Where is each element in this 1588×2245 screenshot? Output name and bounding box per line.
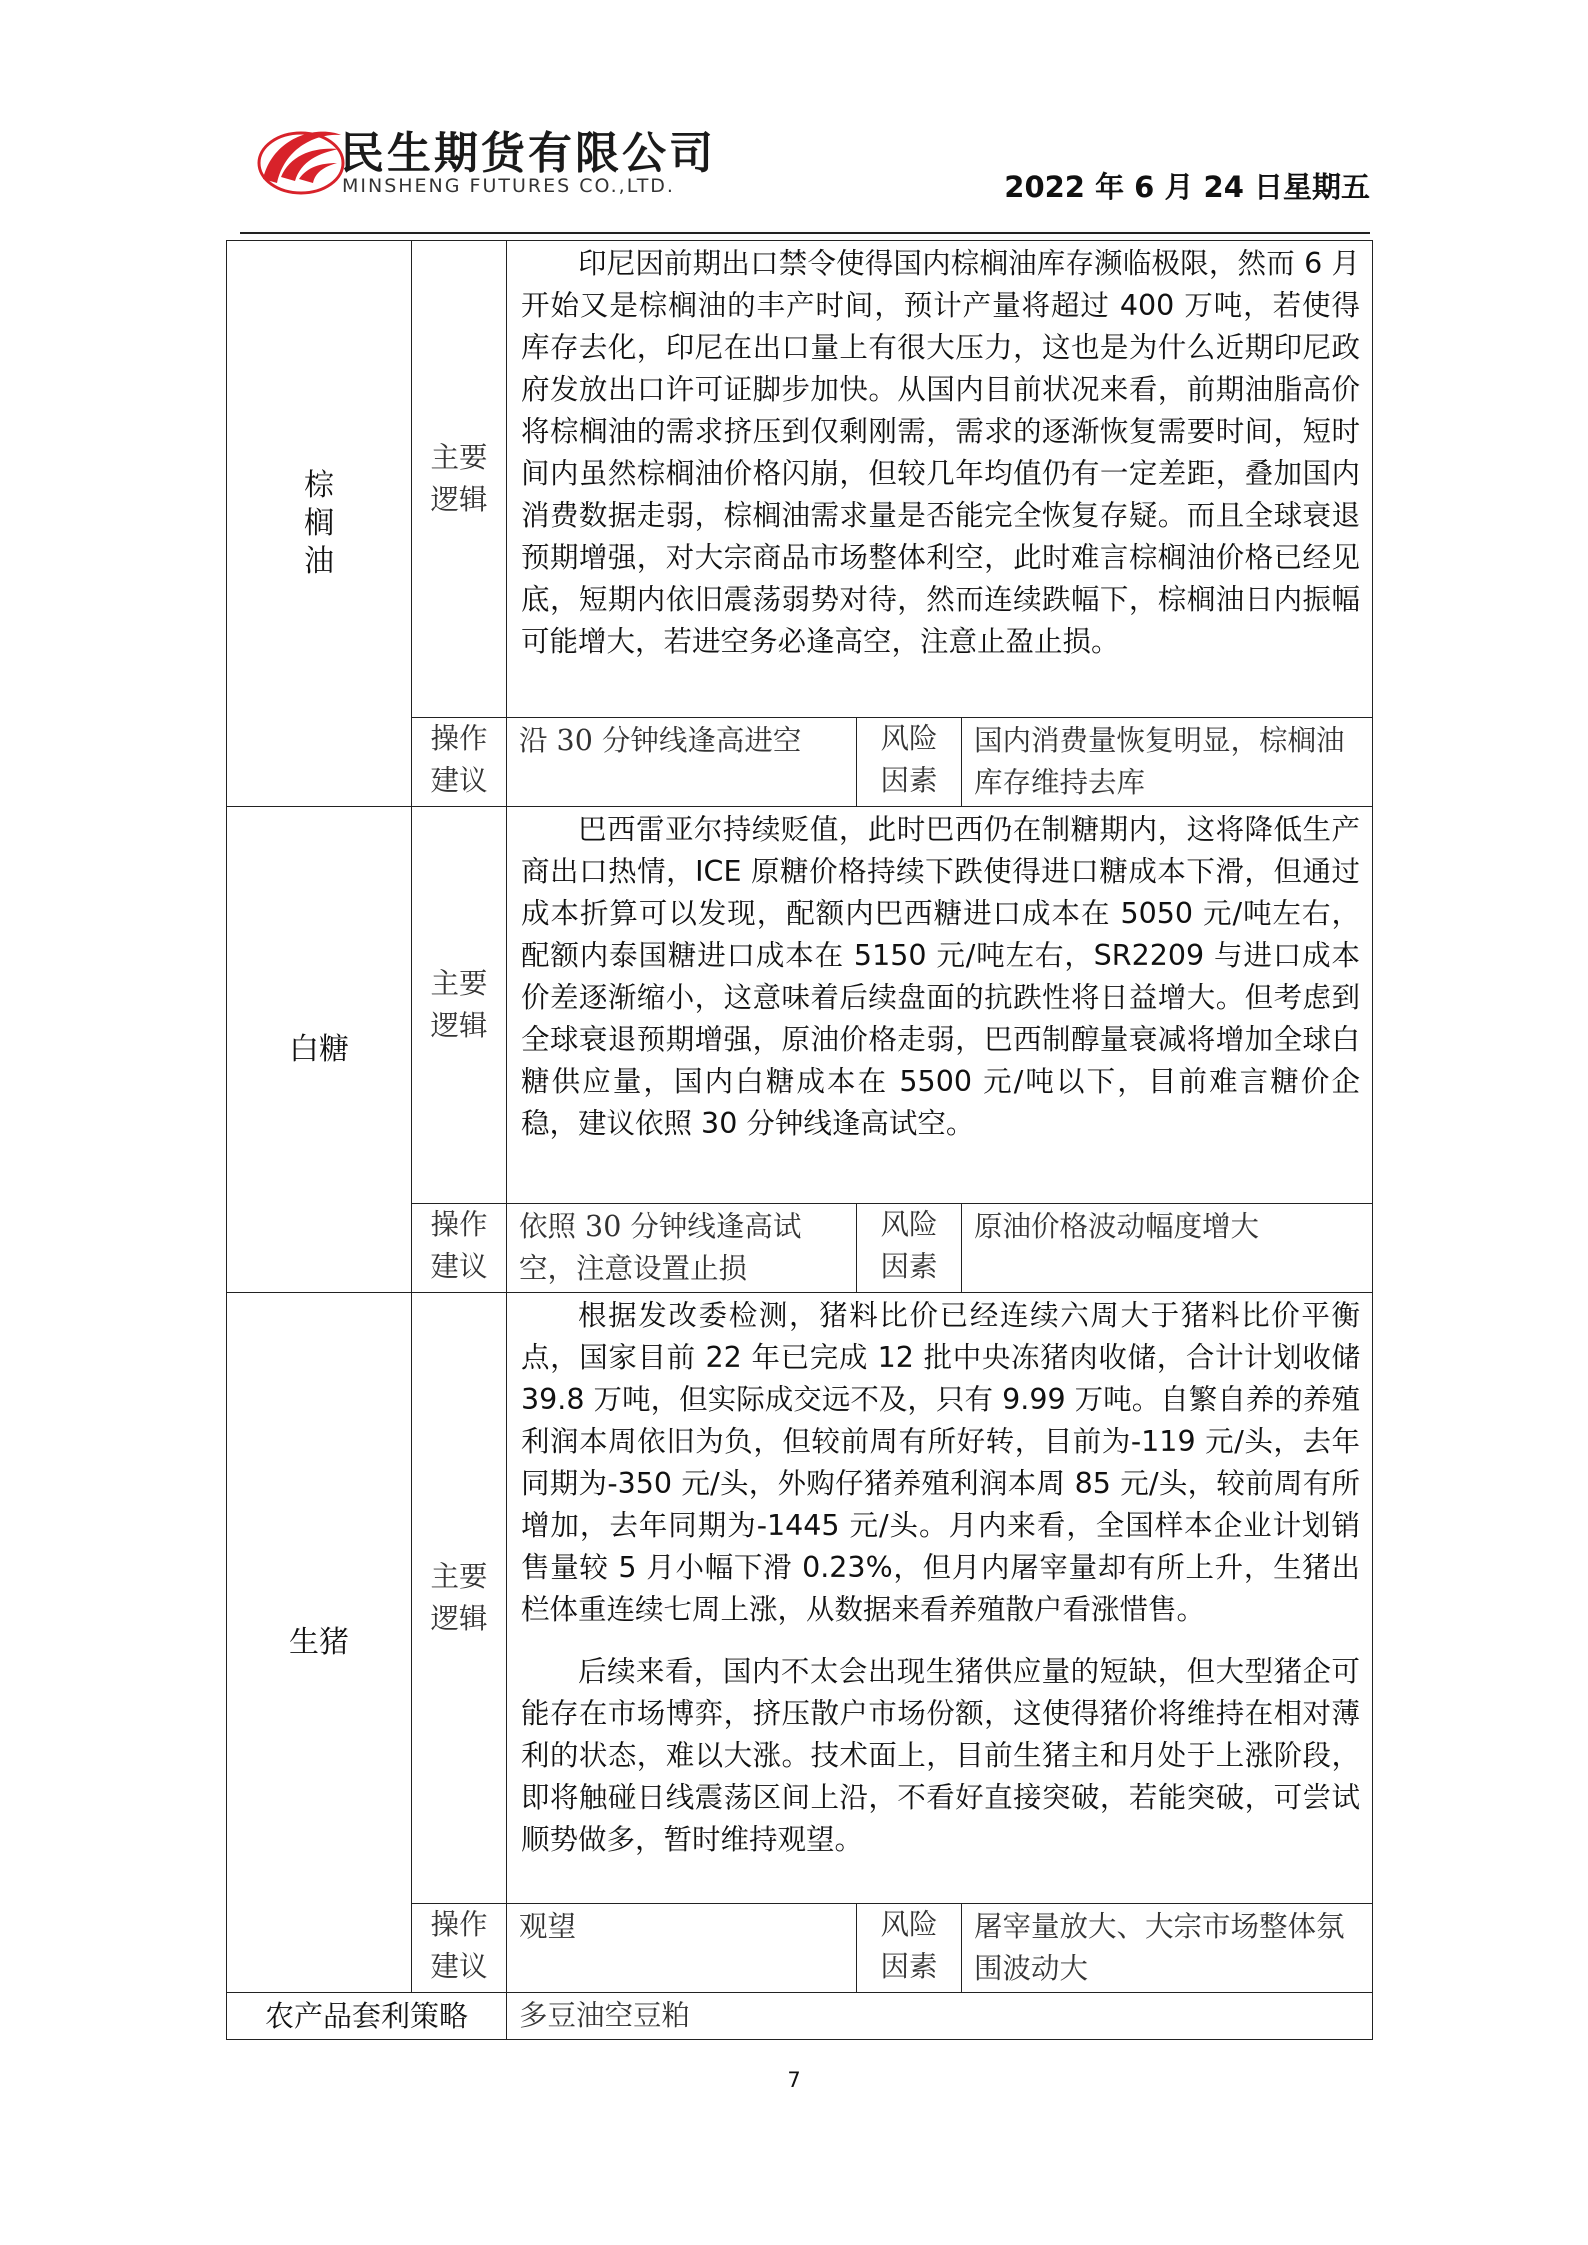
page-number: 7 [787,2068,801,2092]
risk-label: 风险 因素 [857,718,962,807]
risk-value: 国内消费量恢复明显，棕榈油库存维持去库 [962,718,1373,807]
report-date: 2022 年 6 月 24 日星期五 [1004,170,1370,204]
hog-logic-row [227,1293,1373,1904]
strategy-table [226,240,1373,2040]
risk-value: 屠宰量放大、大宗市场整体氛围波动大 [962,1904,1373,1993]
palm-oil-logic-row [227,241,1373,718]
arbitrage-label: 农产品套利策略 [227,1993,507,2040]
category-char: 棕 [304,467,334,503]
category-palm-oil [227,241,412,807]
logic-paragraph: 后续来看，国内不太会出现生猪供应量的短缺，但大型猪企可能存在市场博弈，挤压散户市场份额，这使得猪价将维持在相对薄利的状态，难以大涨。技术面上，目前生猪主和月处于上涨阶段，即将触碰日线震荡区间上沿，不看好直接突破，若能突破，可尝试顺势做多，暂时维持观望。 [521,1655,1360,1856]
main-logic-text [507,1293,1373,1904]
sugar-logic-row [227,807,1373,1204]
main-logic-text [507,241,1373,718]
main-logic-label: 主要 逻辑 [412,1293,507,1904]
operation-label: 操作 建议 [412,718,507,807]
main-logic-text [507,807,1373,1204]
header-divider [240,232,1370,234]
minsheng-logo-icon [255,117,345,197]
operation-label: 操作 建议 [412,1204,507,1293]
operation-value: 观望 [507,1904,857,1993]
risk-label: 风险 因素 [857,1204,962,1293]
arbitrage-row [227,1993,1373,2040]
category-sugar: 白糖 [227,807,412,1293]
logic-paragraph: 印尼因前期出口禁令使得国内棕榈油库存濒临极限，然而 6 月开始又是棕榈油的丰产时间，预计产量将超过 400 万吨，若使得库存去化，印尼在出口量上有很大压力，这也是为什么近期印尼政府发放出口许可证脚步加快。从国内目前状况来看，前期油脂高价将棕榈油的需求挤压到仅剩刚需，需求的逐渐恢复需要时间，短时间内虽然棕榈油价格闪崩，但较几年均值仍有一定差距，叠加国内消费数据走弱，棕榈油需求量是否能完全恢复存疑。而且全球衰退预期增强，对大宗商品市场整体利空，此时难言棕榈油价格已经见底，短期内依旧震荡弱势对待，然而连续跌幅下，棕榈油日内振幅可能增大，若进空务必逢高空，注意止盈止损。 [521,247,1360,658]
company-name-cn: 民生期货有限公司 [340,128,716,179]
company-name-en: MINSHENG FUTURES CO.,LTD. [342,175,675,197]
arbitrage-value: 多豆油空豆粕 [507,1993,1373,2040]
operation-value: 沿 30 分钟线逢高进空 [507,718,857,807]
category-hog: 生猪 [227,1293,412,1993]
main-logic-label: 主要 逻辑 [412,807,507,1204]
risk-label: 风险 因素 [857,1904,962,1993]
logic-paragraph: 巴西雷亚尔持续贬值，此时巴西仍在制糖期内，这将降低生产商出口热情，ICE 原糖价格持续下跌使得进口糖成本下滑，但通过成本折算可以发现，配额内巴西糖进口成本在 5050 元/吨左右，配额内泰国糖进口成本在 5150 元/吨左右，SR2209 与进口成本价差逐渐缩小，这意味着后续盘面的抗跌性将日益增大。但考虑到全球衰退预期增强，原油价格走弱，巴西制醇量衰减将增加全球白糖供应量，国内白糖成本在 5500 元/吨以下，目前难言糖价企稳，建议依照 30 分钟线逢高试空。 [521,813,1360,1140]
category-char: 榈 [304,505,334,541]
main-logic-label: 主要 逻辑 [412,241,507,718]
category-char: 油 [304,543,334,579]
page-header [240,105,1370,235]
operation-label: 操作 建议 [412,1904,507,1993]
risk-value: 原油价格波动幅度增大 [962,1204,1373,1293]
operation-value: 依照 30 分钟线逢高试空，注意设置止损 [507,1204,857,1293]
logic-paragraph: 根据发改委检测，猪料比价已经连续六周大于猪料比价平衡点，国家目前 22 年已完成 12 批中央冻猪肉收储，合计计划收储 39.8 万吨，但实际成交远不及，只有 9.99 万吨。自繁自养的养殖利润本周依旧为负，但较前周有所好转，目前为-119 元/头，去年同期为-350 元/头，外购仔猪养殖利润本周 85 元/头，较前周有所增加，去年同期为-1445 元/头。月内来看，全国样本企业计划销售量较 5 月小幅下滑 0.23%，但月内屠宰量却有所上升，生猪出栏体重连续七周上涨，从数据来看养殖散户看涨惜售。 [521,1299,1360,1626]
